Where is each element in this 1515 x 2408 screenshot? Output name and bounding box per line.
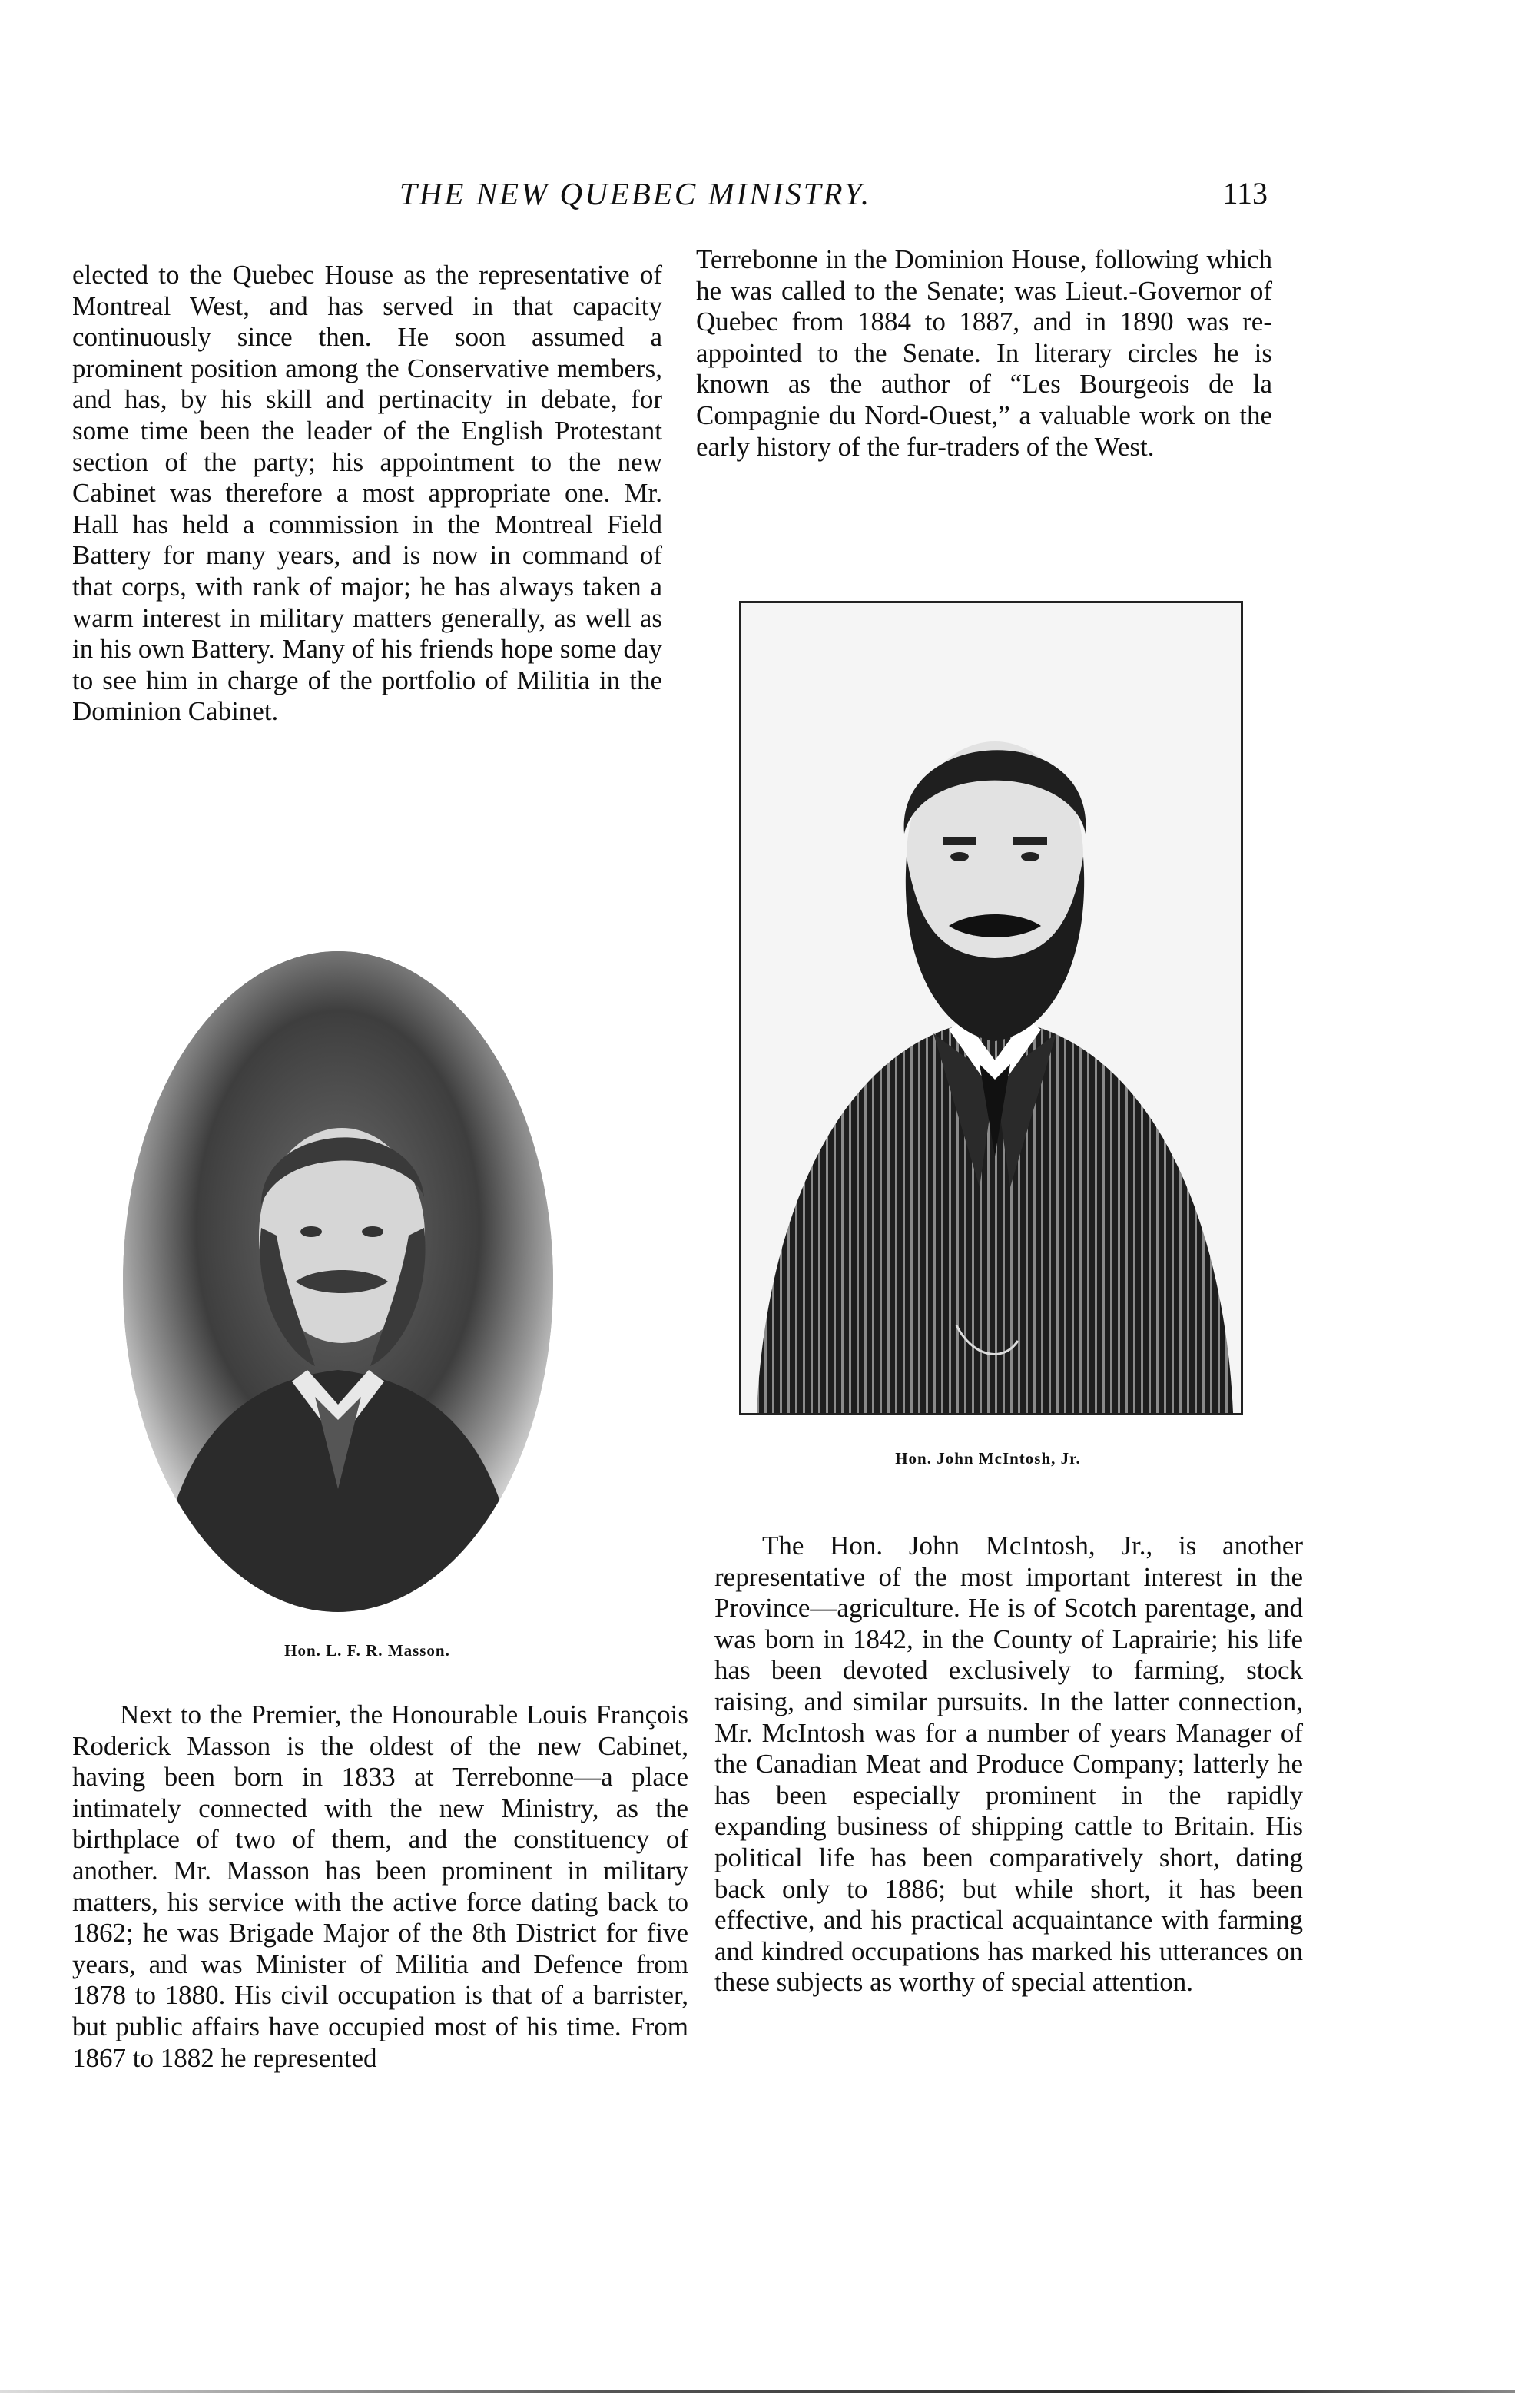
caption-masson: Hon. L. F. R. Masson. (284, 1641, 450, 1660)
right-column-top-text (696, 244, 1272, 463)
paragraph-hall-continued: elected to the Quebec House as the representative of Montreal West, and has served in that capacity continuously since then. He soon assumed a prominent position among the Conservative members, and has, by his skill and pertinacity in debate, for some time been the leader of the English Protestant section of the party; his appointment to the new Cabinet was therefore a most appropriate one. Mr. Hall has held a commission in the Montreal Field Battery for many years, and is now in command of that corps, with rank of major; he has always taken a warm interest in military matters generally, as well as in his own Battery. Many of his friends hope some day to see him in charge of the portfolio of Militia in the Dominion Cabinet. (72, 260, 662, 727)
running-title: THE NEW QUEBEC MINISTRY. (399, 176, 872, 211)
portrait-masson-illustration (123, 951, 553, 1612)
paragraph-mcintosh: The Hon. John McIntosh, Jr., is another representative of the most important interest in the Province—agriculture. He is of Scotch parentage, and was born in 1842, in the County of Laprairie; his life has been devoted exclusively to farming, stock raising, and similar pursuits. In the latter connection, Mr. McIntosh was for a number of years Manager of the Canadian Meat and Produce Company; latterly he has been especially prominent in the rapidly expanding business of shipping cattle to Britain. His political life has been comparatively short, dating back only to 1886; but while short, it has been effective, and his practical acquaintance with farming and kindred occupations has marked his utterances on these subjects as worthy of special attention. (714, 1531, 1303, 1998)
page-header (399, 175, 1268, 221)
page-bottom-edge (0, 2390, 1515, 2393)
left-column-top-text (72, 260, 662, 728)
left-column-bottom-text (72, 1700, 688, 2074)
portrait-mcintosh (739, 601, 1243, 1415)
paragraph-masson: Next to the Premier, the Honourable Louis François Roderick Masson is the oldest of the new Cabinet, having been born in 1833 at Terrebonne—a place intimately connected with the new Ministry, as the birthplace of two of them, and the constituency of another. Mr. Masson has been prominent in military matters, his service with the active force dating back to 1862; he was Brigade Major of the 8th District for five years, and was Minister of Militia and Defence from 1878 to 1880. His civil occupation is that of a barrister, but public affairs have occupied most of his time. From 1867 to 1882 he represented (72, 1700, 688, 2073)
portrait-masson (123, 951, 553, 1612)
page-number: 113 (1222, 176, 1268, 211)
right-column-bottom-text (714, 1531, 1303, 1998)
paragraph-masson-continued: Terrebonne in the Dominion House, following which he was called to the Senate; was Lieut.-Governor of Quebec from 1884 to 1887, and in 1890 was re-appointed to the Senate. In literary circles he is known as the author of “Les Bourgeois de la Compagnie du Nord-Ouest,” a valuable work on the early history of the fur-traders of the West. (696, 244, 1272, 462)
portrait-mcintosh-illustration (741, 603, 1241, 1413)
caption-mcintosh: Hon. John McIntosh, Jr. (895, 1449, 1081, 1468)
